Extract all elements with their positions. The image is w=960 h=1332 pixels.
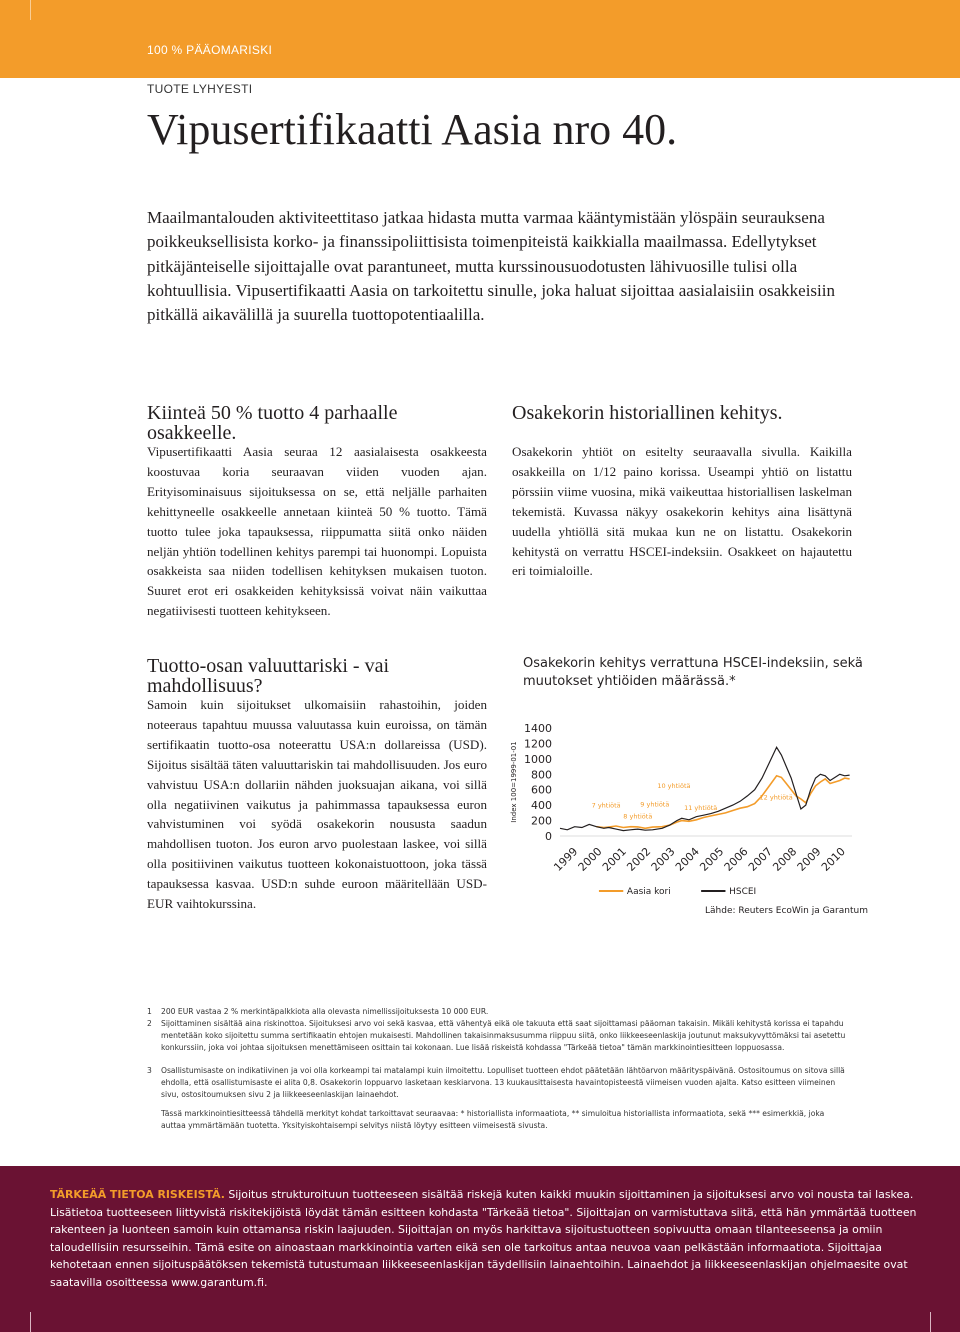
x-tick-label: 1999	[551, 844, 581, 874]
category-label: 100 % PÄÄOMARISKI	[147, 43, 273, 57]
footnote-number: 2	[147, 1019, 152, 1028]
series-line	[597, 776, 850, 829]
footnote-text: 200 EUR vastaa 2 % merkintäpalkkiota alla olevasta nimellissijoituksesta 10 000 EUR.	[161, 1007, 489, 1016]
lead-paragraph: Maailmantalouden aktiviteettitaso jatkaa hidasta mutta varmaa kääntymistään ylöspäin seurauksena poikkeuksellisista korko- ja finanssipoliittisista toimenpiteistä kaikkialla maailmassa. Edellytykset pitkäjänteiselle sijoittajalle ovat parantuneet, mutta kurssinousuodotusten lähivuosille tulisi olla kohtuullisia. Vipusertifikaatti Aasia on tarkoitettu sinulle, joka haluat sijoittaa aasialaisiin osakkeisiin pitkällä aikavälillä ja suurella tuottopotentiaalilla.	[147, 208, 835, 325]
series-annotation: 11 yhtiötä	[684, 803, 718, 812]
x-tick-label: 2001	[599, 844, 629, 874]
x-tick-label: 2004	[672, 844, 702, 874]
risk-text: Sijoitus strukturoituun tuotteeseen sisältää riskejä kuten kaikki muukin sijoittaminen ja sijoituksesi arvo voi nousta tai laskea. Lisätietoa tuotteeseen liittyvistä riskitekijöistä löydät tämän esitteen kohdasta "Tärkeää tietoa". Sijoittajan on varmistuttava siitä, että hän ymmärtää tuotteen rakenteen ja luonteen samoin kuin ottamansa riskin laajuuden. Sijoittajan on myös harkittava sijoitustuotteen sopivuutta omaan tilanteeseensa ja omiin taloudellisiin resursseihin. Tämä esite on ainoastaan markkinointia varten eikä sen ole tarkoitus antaa neuvoa vaan pelkästään informaatiota. Sijoittajaa kehotetaan ennen sijoituspäätöksen tekemistä tutustumaan liikkeeseenlaskijan täydellisiin lainaehtoihin. Lainaehdot ja liikkeeseenlaskijan ohjelmaesite ovat saatavilla osoitteessa www.garantum.fi.	[50, 1188, 917, 1289]
top-banner	[0, 0, 960, 78]
footnote-number: 1	[147, 1007, 152, 1016]
series-annotation: 10 yhtiötä	[657, 782, 691, 791]
y-tick-label: 0	[545, 830, 552, 843]
x-tick-label: 2006	[721, 844, 751, 874]
footnote-number: 3	[147, 1066, 152, 1075]
y-tick-label: 1000	[524, 752, 552, 766]
y-tick-label: 400	[531, 799, 552, 813]
line-chart	[500, 712, 860, 906]
risk-text-block	[50, 1186, 920, 1291]
currency-risk-body: Samoin kuin sijoitukset ulkomaisiin rahastoihin, joiden noteeraus tapahtuu muussa valuutassa kuin euroissa, on tämän sertifikaatin tuotto-osa noteerattu USA:n dollareissa (USD). Sijoitus sisältää täten valuuttariskin tai mahdollisuuden. Jos euro vahvistuu USA:n dollariin nähden juoksuajan aikana, voi sillä olla negatiivinen vaikutus ja pahimmassa tapauksessa euron vahvistuminen voi syödä osakekorin noususta saadun mahdollisen tuoton. Jos euron arvo puolestaan laskee, voi sillä olla positiivinen vaikutus tuotteen kokonaistuottoon, joka tässä tapauksessa kasvaa. USD:n suhde euroon määritellään USD-EUR vaihtokurssina.	[147, 697, 487, 912]
series-annotation: 7 yhtiötä	[591, 801, 621, 810]
chart-source: Lähde: Reuters EcoWin ja Garantum	[705, 906, 868, 916]
x-tick-label: 2007	[745, 844, 775, 874]
y-axis-label: Index 100=1999-01-01	[510, 741, 518, 823]
history-body: Osakekorin yhtiöt on esitelty seuraavalla sivulla. Kaikilla osakkeilla on 1/12 paino korissa. Useampi yhtiö on listattu pörssiin viime vuosina, mikä vaikeuttaa historiallisen laskelman tekemistä. Kuvassa näkyy osakekorin kehitys aina lisättynä uudella yhtiöllä sitä mukaa kun ne on listattu. Osakekorin kehitystä on verrattu HSCEI-indeksiin. Osakkeet on hajautettu eri toimialoille.	[512, 444, 852, 579]
series-annotation: 8 yhtiötä	[623, 812, 653, 821]
series-line	[560, 747, 850, 830]
x-tick-label: 2002	[624, 844, 654, 874]
fixed-return-body: Vipusertifikaatti Aasia seuraa 12 aasialaisesta osakkeesta koostuvaa koria seuraavan viiden vuoden ajan. Erityisominaisuus sijoituksessa on se, että neljälle parhaiten kehittyneelle osakkeelle annetaan kiinteä 50 % tuotto. Tämä tuotto tulee joka tapauksessa, riippumatta siitä onko näiden neljän yhtiön todellinen kehitys parempi tai huonompi. Lopuista osakkeista saa niiden todellisen kehityksen mukaisen tuoton. Suuret erot eri osakkeiden kehityksissä voivat näin vaikuttaa negatiivisesti tuotteen kehitykseen.	[147, 444, 487, 619]
y-tick-label: 1200	[524, 737, 552, 751]
marketing-note-text: Tässä markkinointiesitteessä tähdellä merkityt kohdat tarkoittavat seuraavaa: * historiallista informaatiota, ** simuloitua historiallista informaatiota, sekä *** esimerkkiä, joka auttaa ymmärtämään tuotetta. Yksityiskohtaisempi selvitys niistä löytyy esitteen viimeisestä sivusta.	[161, 1109, 825, 1130]
footnote-text: Osallistumisaste on indikatiivinen ja voi olla korkeampi tai matalampi kuin ilmoitettu. Lopulliset tuotteen ehdot päätetään lähtöarvon määrityspäivänä. Ostositoumus on sitova sillä ehdolla, että osallistumisaste ei alita 0,8. Osakekorin loppuarvo lasketaan keskiarvona. 13 kuukausittaisesta havaintopisteestä viimeisen vuoden ajalta. Katso esitteen viimeinen sivu, ostositoumuksen sivu 2 ja liikkeeseenlaskijan lainaehdot.	[161, 1066, 845, 1099]
page-title: Vipusertifikaatti Aasia nro 40.	[147, 105, 678, 154]
crop-mark	[30, 0, 31, 20]
currency-risk-heading: Tuotto-osan valuuttariski - vai mahdollisuus?	[147, 655, 390, 697]
crop-mark	[930, 1312, 931, 1332]
legend-label: HSCEI	[729, 887, 757, 897]
fixed-return-heading: Kiinteä 50 % tuotto 4 parhaalle osakkeelle.	[147, 402, 398, 444]
series-annotation: 12 yhtiötä	[759, 793, 793, 802]
y-tick-label: 200	[531, 814, 552, 828]
y-tick-label: 800	[531, 768, 552, 782]
x-tick-label: 2010	[818, 844, 848, 874]
history-heading: Osakekorin historiallinen kehitys.	[512, 402, 783, 424]
y-tick-label: 1400	[524, 722, 552, 735]
x-tick-label: 2005	[697, 844, 727, 874]
risk-label: TÄRKEÄÄ TIETOA RISKEISTÄ.	[50, 1188, 225, 1201]
legend-label: Aasia kori	[626, 887, 671, 897]
x-tick-label: 2008	[770, 844, 800, 874]
crop-mark	[30, 1312, 31, 1332]
series-annotation: 9 yhtiötä	[640, 800, 670, 809]
x-tick-label: 2003	[648, 844, 678, 874]
x-tick-label: 2000	[575, 844, 605, 874]
overline: TUOTE LYHYESTI	[147, 82, 253, 96]
chart-title: Osakekorin kehitys verrattuna HSCEI-indeksiin, sekä muutokset yhtiöiden määrässä.*	[523, 656, 863, 689]
x-tick-label: 2009	[794, 844, 824, 874]
y-tick-label: 600	[531, 783, 552, 797]
footnote-text: Sijoittaminen sisältää aina riskinottoa. Sijoituksesi arvo voi sekä kasvaa, että vähentyä eikä ole takuuta että saat sijoittamasi pääoman takaisin. Mikäli kehitystä korissa ei tapahdu mentetään koko sijoitettu summa sertifikaatin ehtojen mukaisesti. Mahdollinen takaisinmaksusumma riippuu siitä, onko liikkeeseenlaskija joutunut maksukyvyttömäksi tai asetettu konkurssiin, joka voi johtaa sijoituksen menettämiseen osittain tai kokonaan. Lue lisää riskeistä kohdassa "Tärkeää tietoa" tämän markkinointiesitteen loppuosassa.	[161, 1019, 846, 1052]
